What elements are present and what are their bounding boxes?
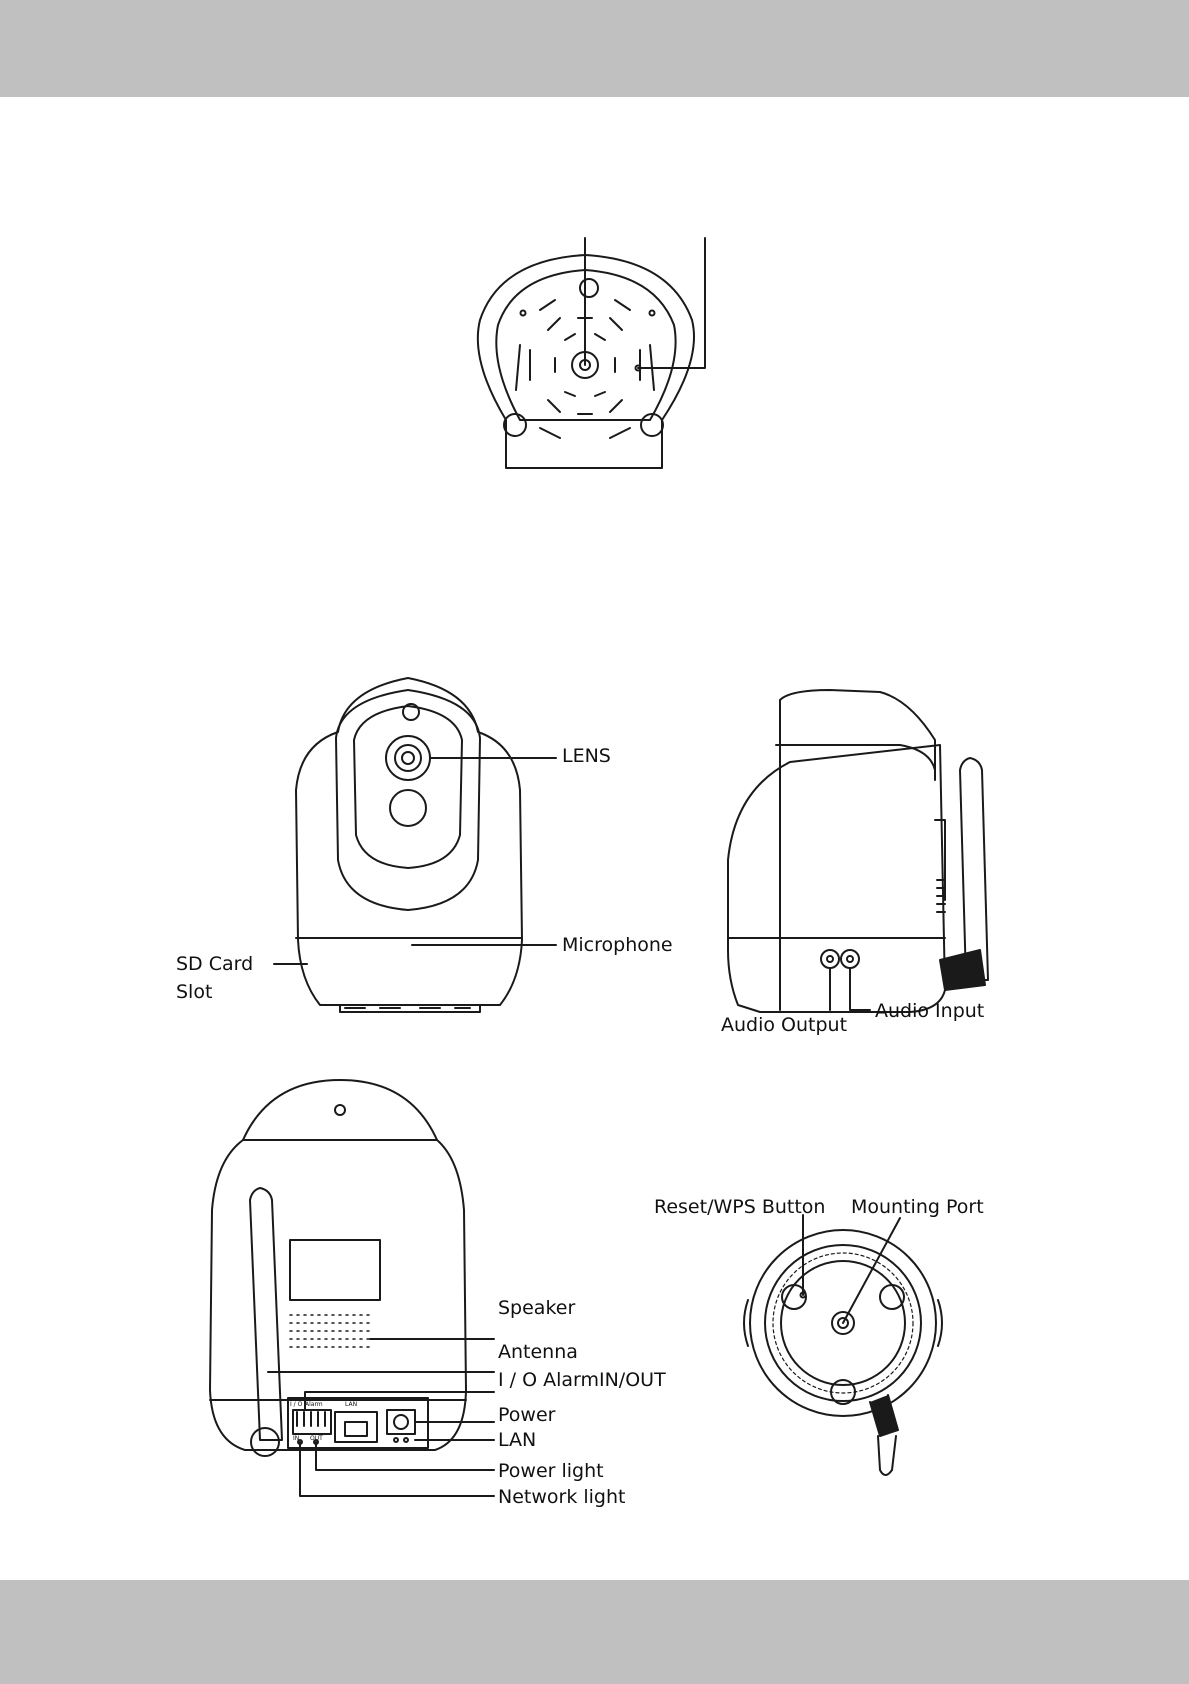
label-sd-card: SD Card <box>176 953 254 975</box>
panel-alarm-text: Alarm <box>305 1401 323 1408</box>
base-view-top <box>478 238 705 468</box>
label-lan: LAN <box>498 1429 537 1451</box>
label-mounting-port: Mounting Port <box>851 1196 984 1218</box>
label-microphone: Microphone <box>562 934 673 956</box>
panel-io-text: I / O <box>290 1401 303 1408</box>
base-underside <box>744 1215 942 1475</box>
label-antenna: Antenna <box>498 1341 578 1363</box>
label-speaker: Speaker <box>498 1297 576 1319</box>
label-reset-wps: Reset/WPS Button <box>654 1196 826 1218</box>
front-view <box>274 678 556 1012</box>
label-audio-output: Audio Output <box>721 1014 848 1036</box>
label-network-light: Network light <box>498 1486 626 1508</box>
panel-lan-text: LAN <box>345 1401 358 1408</box>
side-view <box>728 690 988 1012</box>
panel-out-text: OUT <box>310 1435 323 1442</box>
label-audio-input: Audio Input <box>875 1000 985 1022</box>
panel-in-text: IN <box>293 1435 300 1442</box>
label-power: Power <box>498 1404 556 1426</box>
label-slot: Slot <box>176 981 213 1003</box>
label-lens: LENS <box>562 745 611 767</box>
back-view <box>210 1080 494 1496</box>
label-power-light: Power light <box>498 1460 604 1482</box>
label-io-alarm: I / O AlarmIN/OUT <box>498 1369 666 1391</box>
